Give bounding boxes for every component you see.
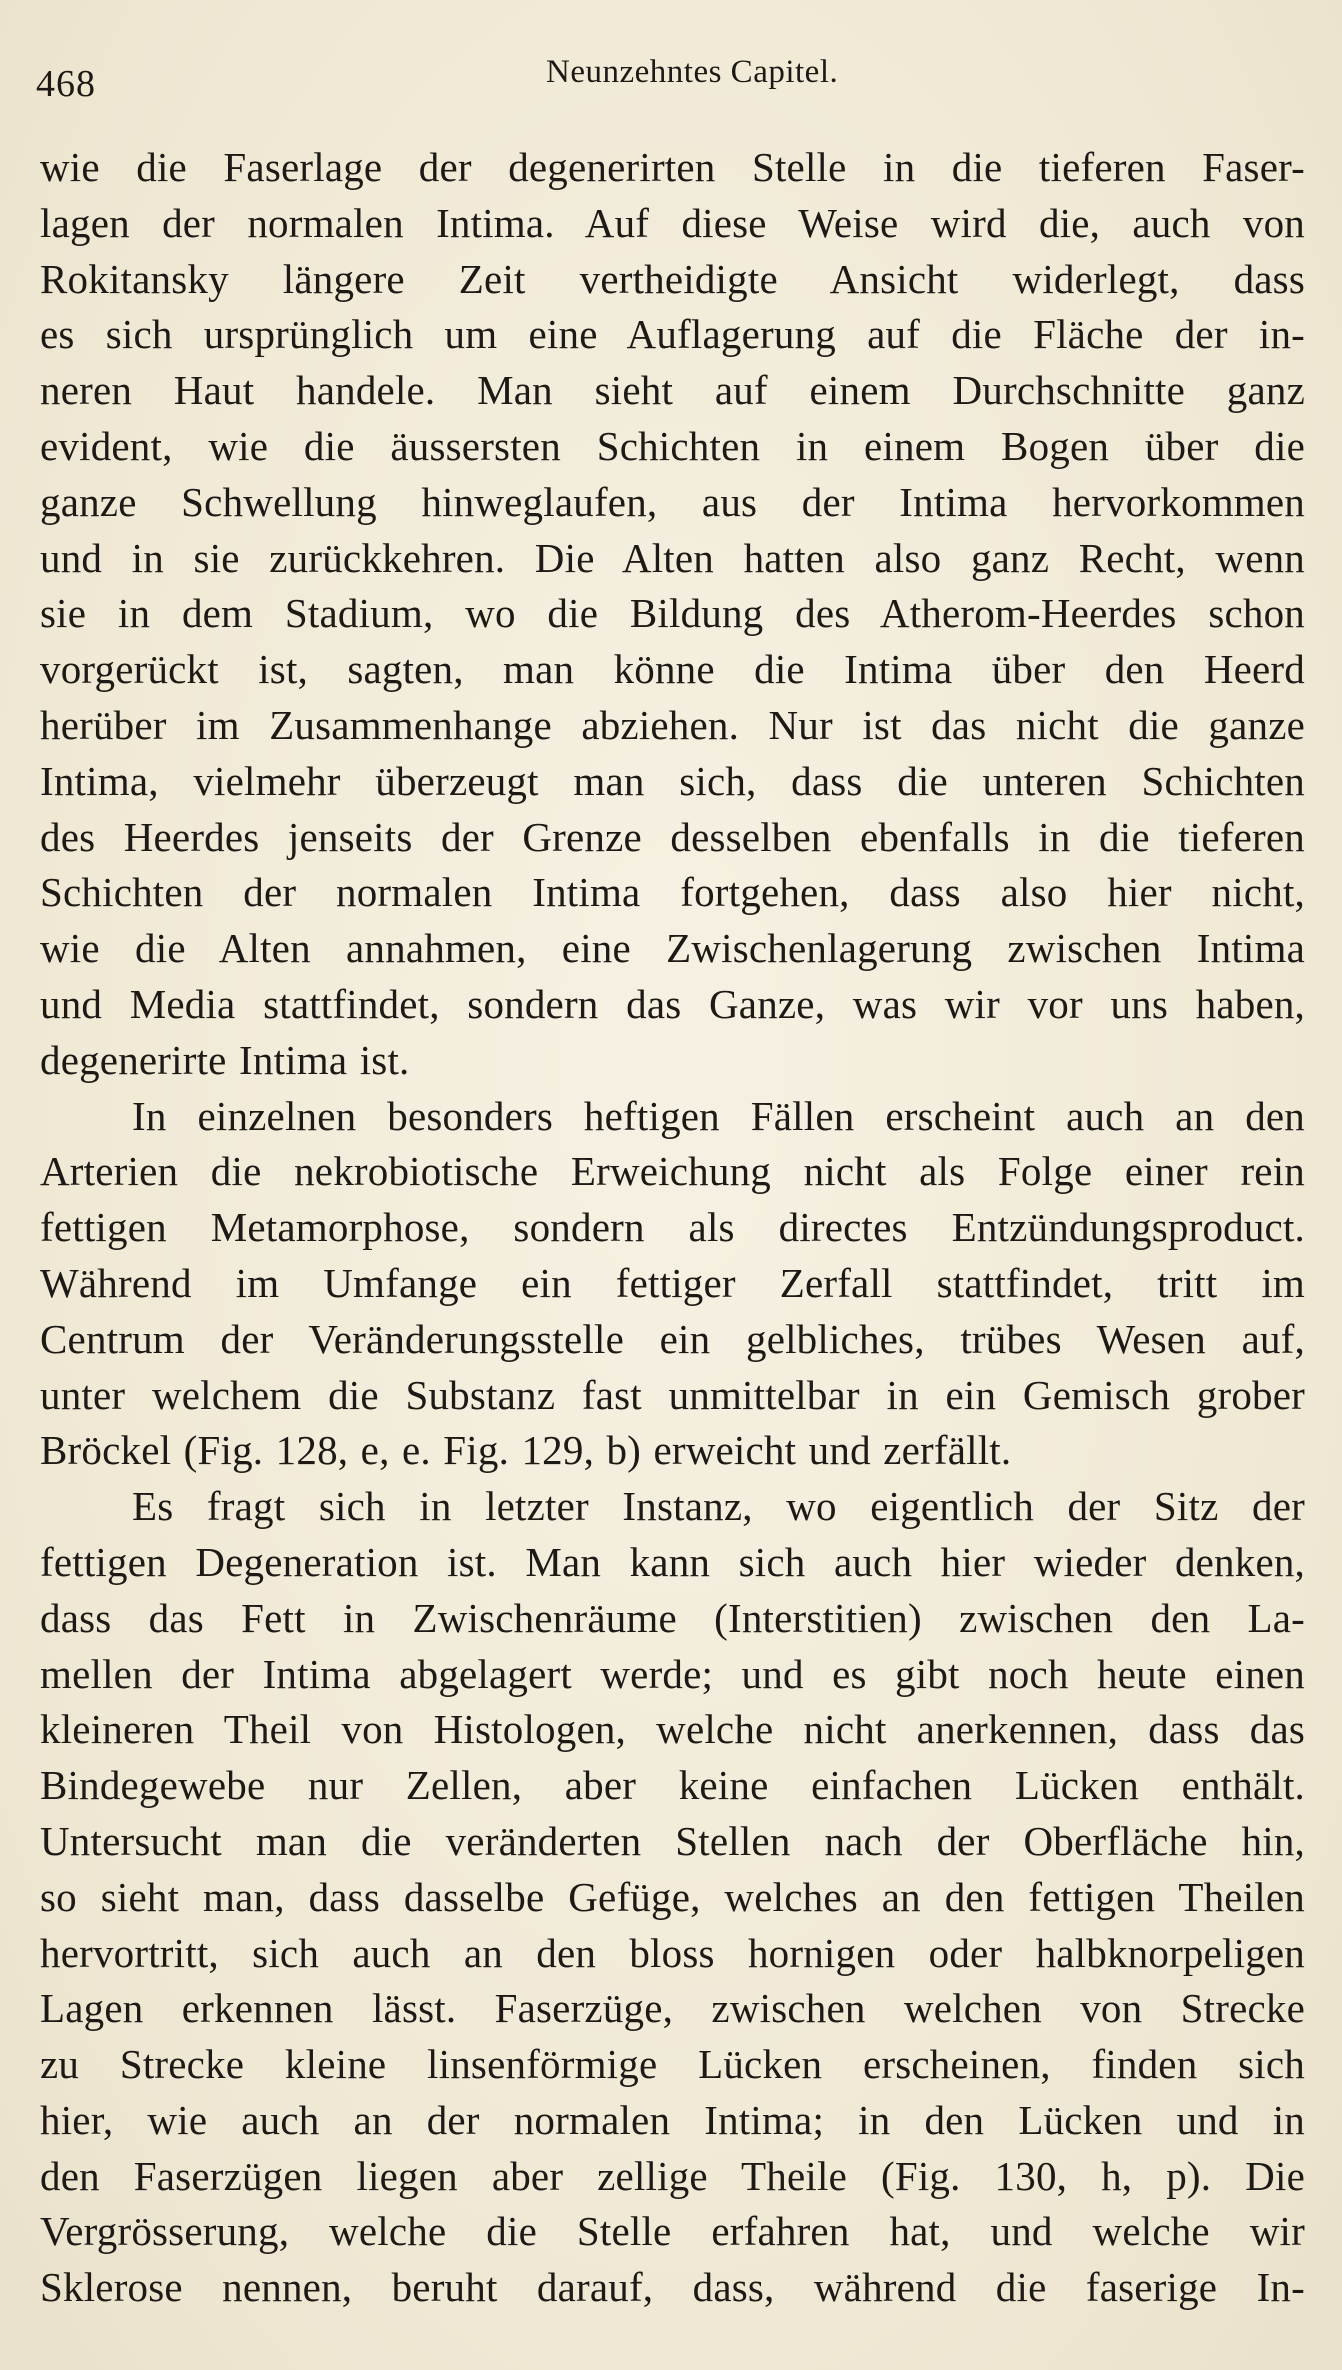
text-line: und Media stattfindet, sondern das Ganze, was wir vor uns haben, bbox=[40, 980, 1305, 1027]
text-line: Sklerose nennen, beruht darauf, dass, während die faserige In- bbox=[40, 2264, 1305, 2311]
text-line: dass das Fett in Zwischenräume (Interstitien) zwischen den La- bbox=[40, 1594, 1305, 1641]
text-line: so sieht man, dass dasselbe Gefüge, welches an den fettigen Theilen bbox=[40, 1873, 1305, 1920]
text-line: zu Strecke kleine linsenförmige Lücken erscheinen, finden sich bbox=[40, 2041, 1305, 2088]
text-line: des Heerdes jenseits der Grenze desselben ebenfalls in die tieferen bbox=[40, 813, 1305, 860]
text-line: Untersucht man die veränderten Stellen nach der Oberfläche hin, bbox=[40, 1817, 1305, 1864]
text-line: fettigen Metamorphose, sondern als directes Entzündungsproduct. bbox=[40, 1204, 1305, 1251]
text-line: Arterien die nekrobiotische Erweichung nicht als Folge einer rein bbox=[40, 1148, 1305, 1195]
text-line: unter welchem die Substanz fast unmittelbar in ein Gemisch grober bbox=[40, 1371, 1305, 1418]
text-line: hier, wie auch an der normalen Intima; in den Lücken und in bbox=[40, 2096, 1305, 2143]
text-line: wie die Faserlage der degenerirten Stelle in die tieferen Faser- bbox=[40, 144, 1305, 190]
text-line: ganze Schwellung hinweglaufen, aus der Intima hervorkommen bbox=[40, 478, 1305, 525]
paragraph-start-line: Es fragt sich in letzter Instanz, wo eigentlich der Sitz der bbox=[132, 1483, 1305, 1530]
paragraph-start-line: In einzelnen besonders heftigen Fällen erscheint auch an den bbox=[132, 1092, 1305, 1139]
text-line: wie die Alten annahmen, eine Zwischenlagerung zwischen Intima bbox=[40, 925, 1305, 972]
text-line: Centrum der Veränderungsstelle ein gelbliches, trübes Wesen auf, bbox=[40, 1315, 1305, 1362]
text-line: mellen der Intima abgelagert werde; und es gibt noch heute einen bbox=[40, 1650, 1305, 1697]
page-header bbox=[36, 48, 1306, 108]
text-line: lagen der normalen Intima. Auf diese Weise wird die, auch von bbox=[40, 199, 1305, 246]
text-line: herüber im Zusammenhange abziehen. Nur ist das nicht die ganze bbox=[40, 701, 1305, 748]
paragraph-end-line: Bröckel (Fig. 128, e, e. Fig. 129, b) erweicht und zerfällt. bbox=[40, 1427, 1012, 1474]
text-line: Rokitansky längere Zeit vertheidigte Ansicht widerlegt, dass bbox=[40, 255, 1305, 302]
text-line: fettigen Degeneration ist. Man kann sich auch hier wieder denken, bbox=[40, 1538, 1305, 1585]
text-line: Lagen erkennen lässt. Faserzüge, zwischen welchen von Strecke bbox=[40, 1985, 1305, 2032]
text-line: Schichten der normalen Intima fortgehen, dass also hier nicht, bbox=[40, 869, 1305, 916]
body-text bbox=[40, 140, 1305, 2316]
text-line: es sich ursprünglich um eine Auflagerung auf die Fläche der in- bbox=[40, 311, 1305, 358]
text-line: evident, wie die äussersten Schichten in einem Bogen über die bbox=[40, 422, 1305, 469]
text-line: Bindegewebe nur Zellen, aber keine einfachen Lücken enthält. bbox=[40, 1762, 1305, 1809]
text-line: und in sie zurückkehren. Die Alten hatten also ganz Recht, wenn bbox=[40, 534, 1305, 581]
text-line: vorgerückt ist, sagten, man könne die Intima über den Heerd bbox=[40, 646, 1305, 693]
text-line: kleineren Theil von Histologen, welche nicht anerkennen, dass das bbox=[40, 1706, 1305, 1753]
text-line: Vergrösserung, welche die Stelle erfahren hat, und welche wir bbox=[40, 2208, 1305, 2255]
page-number: 468 bbox=[36, 63, 96, 105]
running-head: Neunzehntes Capitel. bbox=[546, 54, 839, 90]
text-line: den Faserzügen liegen aber zellige Theile (Fig. 130, h, p). Die bbox=[40, 2152, 1305, 2199]
text-line: hervortritt, sich auch an den bloss hornigen oder halbknorpeligen bbox=[40, 1929, 1305, 1976]
text-line: neren Haut handele. Man sieht auf einem Durchschnitte ganz bbox=[40, 367, 1305, 414]
text-line: sie in dem Stadium, wo die Bildung des Atherom-Heerdes schon bbox=[40, 590, 1305, 637]
text-line: Während im Umfange ein fettiger Zerfall stattfindet, tritt im bbox=[40, 1259, 1305, 1306]
paragraph-end-line: degenerirte Intima ist. bbox=[40, 1036, 410, 1083]
text-line: Intima, vielmehr überzeugt man sich, dass die unteren Schichten bbox=[40, 757, 1305, 804]
